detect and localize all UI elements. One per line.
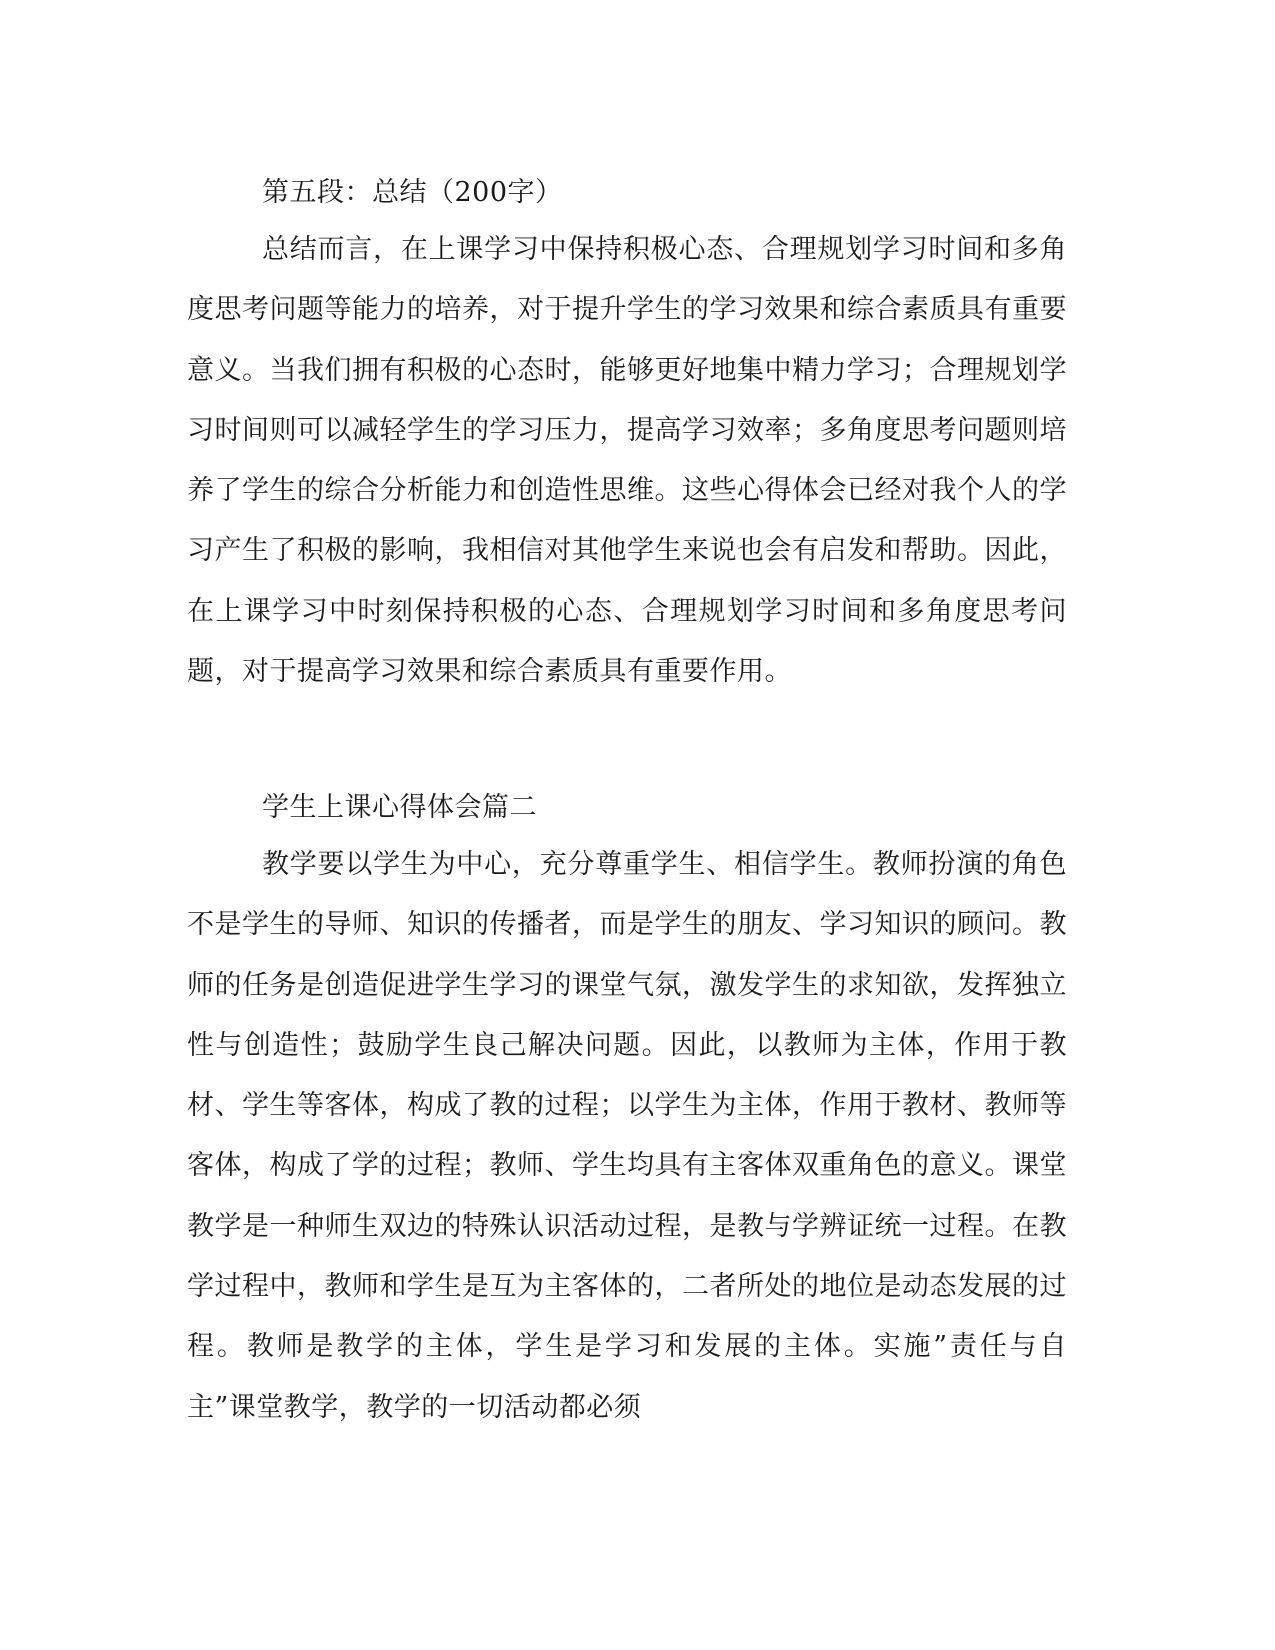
summary-paragraph: 总结而言，在上课学习中保持积极心态、合理规划学习时间和多角度思考问题等能力的培养，对于提升学生的学习效果和综合素质具有重要意义。当我们拥有积极的心态时，能够更好地集中精力学习；合理规划学习时间则可以减轻学生的学习压力，提高学习效率；多角度思考问题则培养了学生的综合分析能力和创造性思维。这些心得体会已经对我个人的学习产生了积极的影响，我相信对其他学生来说也会有启发和帮助。因此，在上课学习中时刻保持积极的心态、合理规划学习时间和多角度思考问题，对于提高学习效果和综合素质具有重要作用。 (187, 234, 1067, 688)
article-title: 学生上课心得体会篇二 (262, 792, 537, 823)
body-paragraph: 教学要以学生为中心，充分尊重学生、相信学生。教师扮演的角色不是学生的导师、知识的传播者，而是学生的朋友、学习知识的顾问。教师的任务是创造促进学生学习的课堂气氛，激发学生的求知欲，发挥独立性与创造性；鼓励学生良己解决问题。因此，以教师为主体，作用于教材、学生等客体，构成了教的过程；以学生为主体，作用于教材、教师等客体，构成了学的过程；教师、学生均具有主客体双重角色的意义。课堂教学是一种师生双边的特殊认识活动过程，是教与学辨证统一过程。在教学过程中，教师和学生是互为主客体的，二者所处的地位是动态发展的过程。教师是教学的主体，学生是学习和发展的主体。实施”责任与自主”课堂教学，教学的一切活动都必须 (187, 849, 1067, 1423)
section-heading: 第五段：总结（200字） (262, 177, 563, 208)
